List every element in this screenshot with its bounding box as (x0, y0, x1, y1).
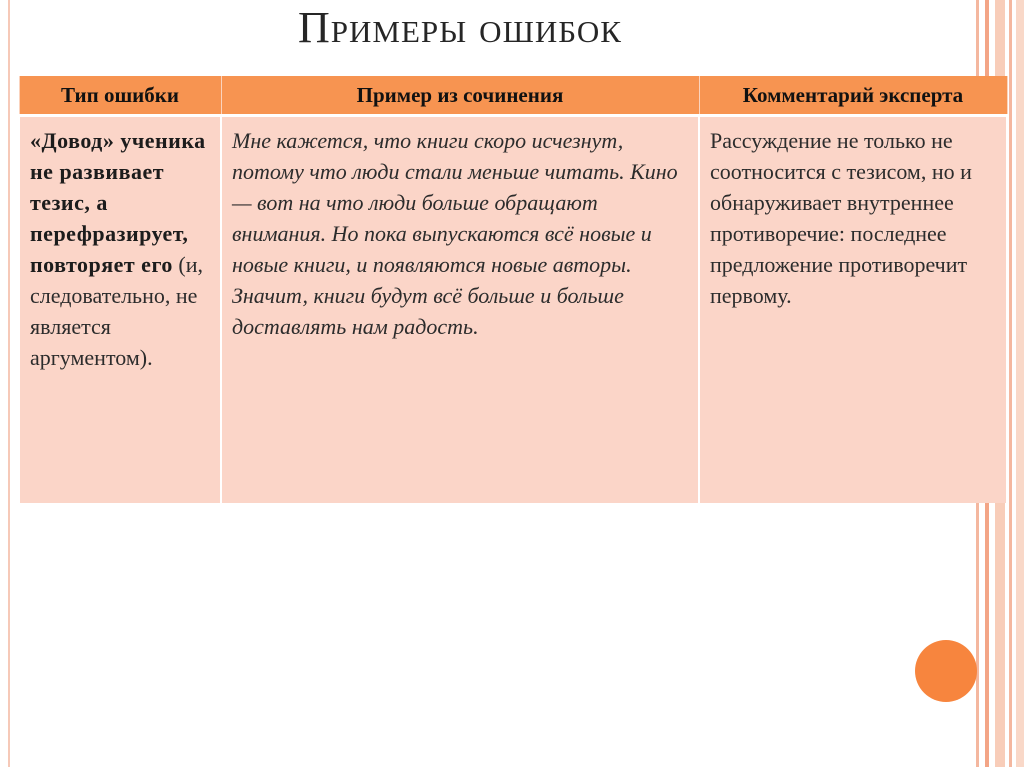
stripe (1016, 0, 1024, 767)
slide-title-text: Примеры ошибок (298, 3, 622, 52)
error-type-bold-text: «Довод» ученика не развивает тезис, а перефразирует, повторяет его (30, 128, 206, 277)
header-expert-comment: Комментарий эксперта (699, 76, 1007, 116)
error-type-plain-text: (и, следовательно, не является аргументом). (30, 252, 204, 370)
errors-table (18, 76, 1008, 503)
cell-error-type (19, 116, 221, 504)
header-error-type: Тип ошибки (19, 76, 221, 116)
cell-essay-example: Мне кажется, что книги скоро исчезнут, потому что люди стали меньше читать. Кино — вот на что люди больше обращают внимания. Но пока выпускаются всё новые и новые книги, и появляются новые авторы. Значит, книги будут всё больше и больше доставлять нам радость. (221, 116, 699, 504)
decorative-circle (915, 640, 977, 702)
cell-expert-comment: Рассуждение не только не соотносится с тезисом, но и обнаруживает внутреннее противоречие: последнее предложение противоречит первому. (699, 116, 1007, 504)
table-row (19, 116, 1007, 504)
slide-title (298, 3, 718, 52)
left-decorative-rule (8, 0, 10, 767)
header-essay-example: Пример из сочинения (221, 76, 699, 116)
stripe (1009, 0, 1012, 767)
table-header-row (19, 76, 1007, 116)
